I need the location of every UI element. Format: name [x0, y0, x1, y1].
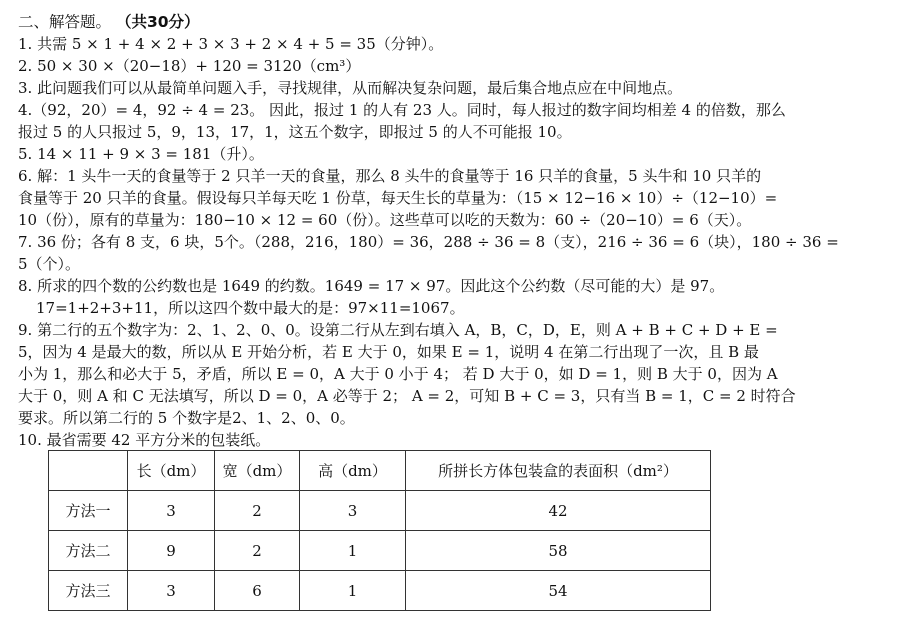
- table-cell: 1: [300, 531, 406, 571]
- table-header-cell: 长（dm）: [128, 451, 215, 491]
- answer-line: 6. 解：1 头牛一天的食量等于 2 只羊一天的食量，那么 8 头牛的食量等于 16 只羊的食量，5 头牛和 10 只羊的: [18, 167, 762, 185]
- table-cell: 9: [128, 531, 215, 571]
- table-header-row: [49, 451, 711, 491]
- section-score: （共30分）: [115, 13, 200, 31]
- section-title: 二、解答题。: [18, 13, 112, 31]
- answer-line: 4.（92，20）= 4，92 ÷ 4 = 23。 因此，报过 1 的人有 23 人。同时，每人报过的数字间均相差 4 的倍数，那么: [18, 101, 786, 119]
- table-cell: 54: [406, 571, 711, 611]
- answer-line: 食量等于 20 只羊的食量。假设每只羊每天吃 1 份草，每天生长的草量为：（15 × 12−16 × 10）÷（12−10）=: [18, 189, 778, 207]
- table-cell: 6: [215, 571, 300, 611]
- table-row: [49, 571, 711, 611]
- answer-line: 10（份），原有的草量为：180−10 × 12 = 60（份）。这些草可以吃的天数为：60 ÷（20−10）= 6（天）。: [18, 211, 752, 229]
- answer-line: 5. 14 × 11 + 9 × 3 = 181（升）。: [18, 145, 264, 163]
- table-row: [49, 531, 711, 571]
- answer-line: 要求。所以第二行的 5 个数字是2、1、2、0、0。: [18, 409, 355, 427]
- answer-line: 17=1+2+3+11，所以这四个数中最大的是：97×11=1067。: [36, 299, 465, 317]
- table-cell: 1: [300, 571, 406, 611]
- answer-line: 3. 此问题我们可以从最简单问题入手，寻找规律，从而解决复杂问题，最后集合地点应在中间地点。: [18, 79, 683, 97]
- table-cell: 方法一: [49, 491, 128, 531]
- table-cell: 58: [406, 531, 711, 571]
- table-cell: 3: [300, 491, 406, 531]
- table-header-cell: 宽（dm）: [215, 451, 300, 491]
- table-cell: 42: [406, 491, 711, 531]
- table-header-cell: [49, 451, 128, 491]
- answer-line: 大于 0，则 A 和 C 无法填写，所以 D = 0，A 必等于 2； A = 2，可知 B + C = 3，只有当 B = 1，C = 2 时符合: [18, 387, 796, 405]
- table-cell: 2: [215, 491, 300, 531]
- table-cell: 3: [128, 571, 215, 611]
- table-cell: 方法二: [49, 531, 128, 571]
- answer-line: 10. 最省需要 42 平方分米的包装纸。: [18, 431, 271, 449]
- table-header-cell: 所拼长方体包装盒的表面积（dm²）: [406, 451, 711, 491]
- table-row: [49, 491, 711, 531]
- answer-line: 2. 50 × 30 ×（20−18）+ 120 = 3120（cm³）: [18, 57, 361, 75]
- section-heading: [18, 10, 200, 32]
- answer-line: 9. 第二行的五个数字为：2、1、2、0、0。设第二行从左到右填入 A，B，C，D，E，则 A + B + C + D + E =: [18, 321, 778, 339]
- answer-line: 5，因为 4 是最大的数，所以从 E 开始分析，若 E 大于 0，如果 E = 1，说明 4 在第二行出现了一次，且 B 最: [18, 343, 759, 361]
- packaging-table: [48, 450, 711, 611]
- answer-line: 报过 5 的人只报过 5，9，13，17，1，这五个数字，即报过 5 的人不可能报 10。: [18, 123, 572, 141]
- table-cell: 2: [215, 531, 300, 571]
- answer-line: 1. 共需 5 × 1 + 4 × 2 + 3 × 3 + 2 × 4 + 5 = 35（分钟）。: [18, 35, 444, 53]
- answer-line: 7. 36 份；各有 8 支，6 块，5个。（288，216，180）= 36，288 ÷ 36 = 8（支），216 ÷ 36 = 6（块），180 ÷ 36 =: [18, 233, 839, 251]
- answer-line: 小为 1，那么和必大于 5，矛盾，所以 E = 0，A 大于 0 小于 4； 若 D 大于 0，如 D = 1，则 B 大于 0，因为 A: [18, 365, 778, 383]
- table-cell: 方法三: [49, 571, 128, 611]
- answer-line: 5（个）。: [18, 255, 81, 273]
- answer-line: 8. 所求的四个数的公约数也是 1649 的约数。1649 = 17 × 97。因此这个公约数（尽可能的大）是 97。: [18, 277, 725, 295]
- table-header-cell: 高（dm）: [300, 451, 406, 491]
- table-cell: 3: [128, 491, 215, 531]
